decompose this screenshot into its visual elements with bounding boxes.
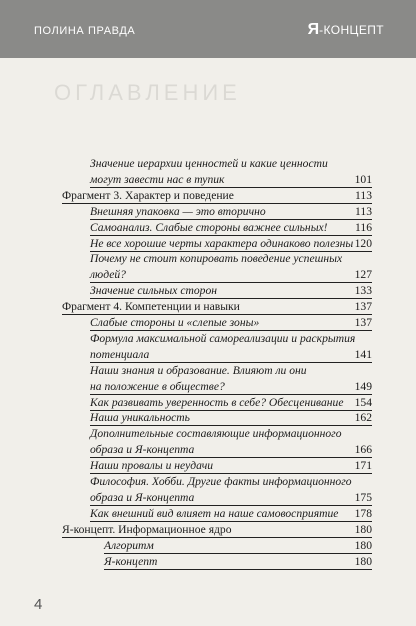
toc-entry-title: Наши провалы и неудачи (90, 459, 214, 473)
toc-entry-title: Значение сильных сторон (90, 284, 217, 298)
toc-entry[interactable] (90, 331, 372, 347)
toc-entry-title: потенциала (90, 347, 150, 361)
toc-entry-page: 137 (354, 316, 372, 329)
toc-entry[interactable] (90, 347, 372, 363)
toc-section-title: Я-концепт. Информационное ядро (62, 522, 232, 536)
toc-section[interactable] (62, 188, 372, 204)
toc-entry[interactable] (90, 251, 372, 267)
toc-entry-page: 166 (354, 443, 372, 457)
toc-entry-title: Не все хорошие черты характера одинаково полезны (90, 236, 354, 250)
bleed-through-text: ОГЛАВЛЕНИЕ (54, 80, 241, 105)
toc-section-title: Фрагмент 3. Характер и поведение (62, 188, 234, 202)
toc-entry[interactable] (90, 204, 372, 220)
toc-entry[interactable] (90, 458, 372, 474)
toc-entry[interactable] (90, 267, 372, 283)
toc-section[interactable] (62, 299, 372, 315)
toc-section-page: 180 (354, 522, 372, 536)
header-title-rest: -КОНЦЕПТ (319, 23, 384, 37)
header-book-title (308, 21, 384, 39)
toc-entry[interactable] (90, 379, 372, 395)
toc-entry-title: Философия. Хобби. Другие факты информационного (90, 475, 352, 488)
toc-entry[interactable] (90, 315, 372, 331)
toc-entry[interactable] (90, 236, 372, 252)
toc-entry-title: людей? (90, 268, 126, 282)
toc-entry[interactable] (104, 554, 372, 570)
page-number: 4 (34, 596, 43, 613)
toc-entry-title: Я-концепт (104, 554, 158, 568)
toc-entry-title: образа и Я-концепта (90, 443, 195, 457)
toc-entry[interactable] (104, 538, 372, 554)
toc-entry-page: 171 (354, 459, 372, 473)
toc-entry[interactable] (90, 172, 372, 188)
toc-entry-page: 133 (354, 284, 372, 298)
toc-entry-title: Слабые стороны и «слепые зоны» (90, 316, 260, 329)
header-title-letter: Я (307, 21, 320, 38)
toc-entry-title: на положение в обществе? (90, 379, 225, 393)
toc-entry-title: Алгоритм (104, 538, 154, 552)
toc-section-page: 137 (354, 300, 372, 314)
toc-entry-title: Внешняя упаковка — это вторично (90, 204, 266, 218)
toc-entry-title: образа и Я-концепта (90, 490, 195, 504)
toc-entry[interactable] (90, 442, 372, 458)
toc-entry-title: Значение иерархии ценностей и какие ценности (90, 157, 328, 170)
toc-section[interactable] (62, 522, 372, 538)
toc-entry-title: Самоанализ. Слабые стороны важнее сильных! (90, 220, 328, 234)
toc-entry-page: 175 (354, 490, 372, 504)
toc-entry-page: 127 (354, 268, 372, 282)
toc-entry-page: 149 (354, 379, 372, 393)
toc-entry[interactable] (90, 474, 372, 490)
toc-entry-title: Как развивать уверенность в себе? Обесценивание (90, 395, 344, 409)
toc-section-page: 113 (355, 188, 372, 202)
toc-entry-page: 178 (354, 506, 372, 520)
toc-entry[interactable] (90, 410, 372, 426)
toc-entry[interactable] (90, 426, 372, 442)
toc-entry[interactable] (90, 363, 372, 379)
toc-entry-title: Дополнительные составляющие информационного (90, 427, 342, 441)
toc-entry[interactable] (90, 156, 372, 172)
header-author: ПОЛИНА ПРАВДА (34, 25, 136, 37)
running-header (0, 0, 416, 58)
toc-section-title: Фрагмент 4. Компетенции и навыки (62, 300, 240, 314)
toc-entry[interactable] (90, 506, 372, 522)
toc-entry-title: Формула максимальной самореализации и раскрытия (90, 331, 356, 345)
toc-entry-title: Наша уникальность (90, 411, 190, 425)
toc-entry[interactable] (90, 283, 372, 299)
toc-entry-page: 154 (354, 395, 372, 409)
toc-entry[interactable] (90, 490, 372, 506)
toc-entry-page: 162 (354, 411, 372, 425)
toc-entry-title: Как внешний вид влияет на наше самовосприятие (90, 506, 339, 520)
toc-entry-title: могут завести нас в тупик (90, 172, 225, 186)
toc-entry-page: 180 (354, 538, 372, 552)
toc-entry-page: 113 (355, 204, 372, 218)
toc-entry-page: 141 (354, 347, 372, 361)
toc-entry-page: 101 (354, 172, 372, 186)
toc-entry-title: Наши знания и образование. Влияют ли они (90, 363, 307, 377)
toc-entry-page: 116 (355, 220, 372, 234)
toc-entry[interactable] (90, 395, 372, 411)
toc-entry-title: Почему не стоит копировать поведение успешных (90, 252, 343, 266)
toc-entry-page: 180 (354, 554, 372, 568)
toc-entry[interactable] (90, 220, 372, 236)
toc-entry-page: 120 (354, 236, 372, 250)
